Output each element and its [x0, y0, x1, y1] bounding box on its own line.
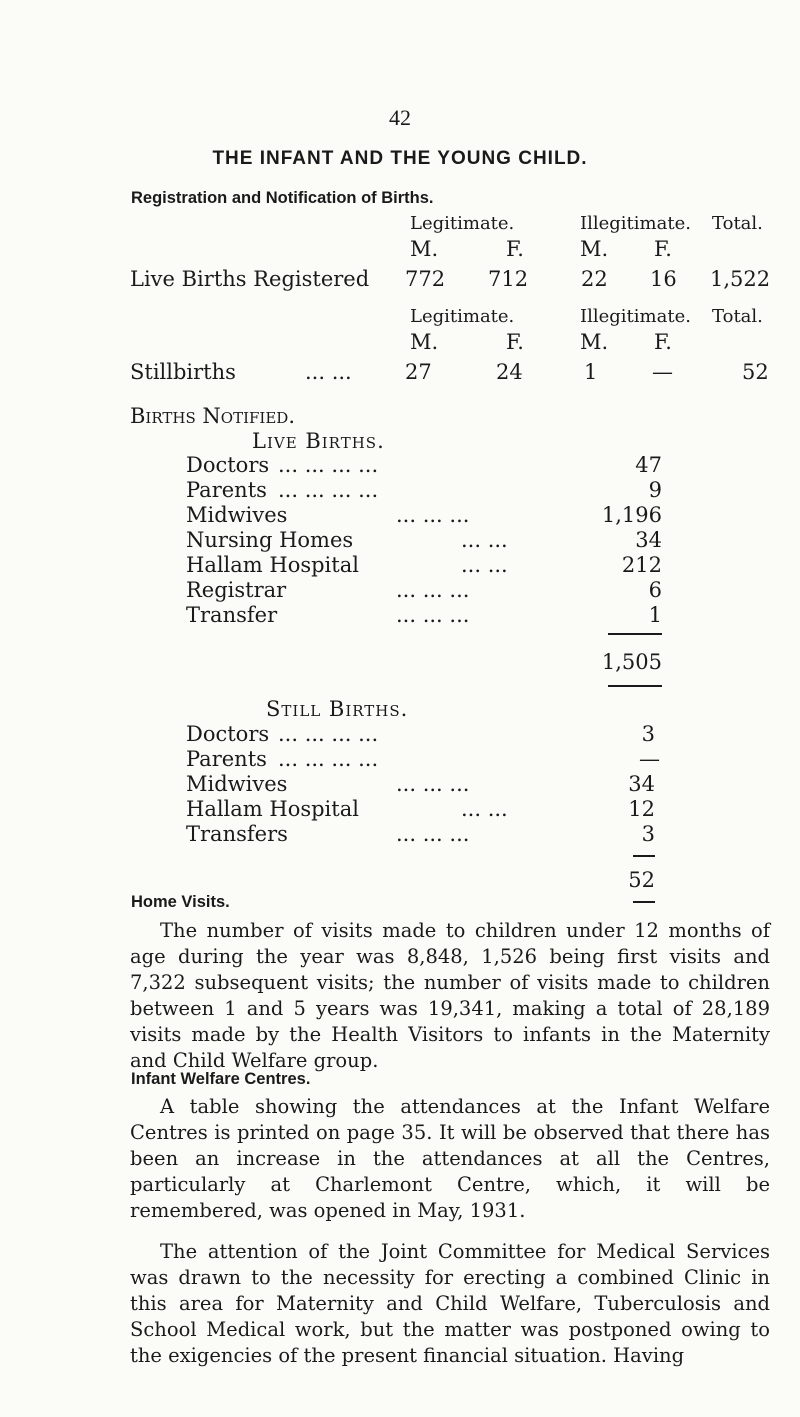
list-item-value: 212: [621, 553, 662, 577]
live-total: 1,522: [710, 267, 771, 291]
live-illegit-m: 22: [581, 267, 608, 291]
list-item-dots: ... ... ...: [396, 772, 470, 796]
list-item-value: 3: [641, 822, 655, 846]
list-item-label: Parents: [186, 478, 267, 502]
live-births-subheading: Live Births.: [252, 429, 385, 453]
live-legit-m: 772: [405, 267, 446, 291]
list-item-label: Hallam Hospital: [186, 553, 359, 577]
list-item-value: 34: [628, 772, 655, 796]
live-births-label: Live Births Registered: [130, 267, 370, 291]
list-item-label: Hallam Hospital: [186, 797, 359, 821]
list-item-value: 6: [648, 578, 662, 602]
still-illegit-f-header: F.: [654, 330, 672, 354]
list-item-value: 1: [648, 603, 662, 627]
list-item-dots: ... ... ...: [396, 578, 470, 602]
list-item-value: 47: [635, 453, 662, 477]
live-illegit-f: 16: [650, 267, 677, 291]
still-illegit-f: —: [652, 360, 673, 384]
live-legit-group: Legitimate.: [410, 213, 515, 234]
sum-rule: [608, 685, 662, 687]
sum-rule: [608, 633, 662, 635]
live-illegit-f-header: F.: [654, 237, 672, 261]
live-legit-f-header: F.: [506, 237, 524, 261]
infant-welfare-text-2: The attention of the Joint Committee for Medical Services was drawn to the necessity for erecting a combined Clinic in this area for Maternity and Child Welfare, Tuberculosis and School Medical work, but the matter was postponed owing to the exigencies of the present financial situation. Having: [130, 1240, 770, 1367]
still-legit-m-header: M.: [410, 330, 439, 354]
list-item-value: 1,196: [601, 503, 662, 527]
still-illegit-m-header: M.: [580, 330, 609, 354]
home-visits-heading: Home Visits.: [131, 893, 230, 911]
list-item-dots: ... ... ... ...: [278, 478, 379, 502]
stillbirths-dots: ... ...: [305, 360, 352, 384]
infant-welfare-paragraph-2: [130, 1239, 770, 1369]
list-item-value: 34: [635, 528, 662, 552]
still-total: 52: [742, 360, 769, 384]
live-legit-m-header: M.: [410, 237, 439, 261]
births-notified-heading: Births Notified.: [130, 404, 296, 428]
list-item-dots: ... ...: [461, 553, 508, 577]
still-legit-f-header: F.: [506, 330, 524, 354]
list-item-label: Doctors: [186, 722, 270, 746]
live-legit-f: 712: [488, 267, 529, 291]
stillbirths-label: Stillbirths: [130, 360, 236, 384]
still-legit-f: 24: [496, 360, 523, 384]
sum-rule: [633, 855, 655, 857]
list-item-dots: ... ... ... ...: [278, 453, 379, 477]
list-item-dots: ... ... ...: [396, 603, 470, 627]
list-item-dots: ... ... ... ...: [278, 747, 379, 771]
list-item-value: 9: [648, 478, 662, 502]
list-item-value: —: [639, 747, 660, 771]
list-item-label: Registrar: [186, 578, 287, 602]
registration-heading: Registration and Notification of Births.: [131, 189, 434, 207]
live-illegit-group: Illegitimate.: [580, 213, 691, 234]
list-item-value: 3: [641, 722, 655, 746]
list-item-dots: ... ...: [461, 528, 508, 552]
list-item-label: Transfer: [186, 603, 278, 627]
still-births-subheading: Still Births.: [266, 697, 409, 721]
infant-welfare-paragraph-1: [130, 1094, 770, 1224]
list-item-dots: ... ... ... ...: [278, 722, 379, 746]
list-item-dots: ... ... ...: [396, 503, 470, 527]
live-total-group: Total.: [712, 213, 763, 234]
list-item-dots: ... ... ...: [396, 822, 470, 846]
live-illegit-m-header: M.: [580, 237, 609, 261]
still-births-total: 52: [628, 868, 655, 892]
still-legit-group: Legitimate.: [410, 306, 515, 327]
page-title: THE INFANT AND THE YOUNG CHILD.: [212, 148, 588, 169]
still-illegit-m: 1: [584, 360, 598, 384]
list-item-label: Transfers: [186, 822, 288, 846]
list-item-label: Midwives: [186, 772, 288, 796]
list-item-dots: ... ...: [461, 797, 508, 821]
home-visits-text: The number of visits made to children under 12 months of age during the year was 8,848, 1,526 being first visits and 7,322 subsequent visits; the number of visits made to children between 1 and 5 years was 19,341, making a total of 28,189 visits made by the Health Visitors to infants in the Maternity and Child Welfare group.: [130, 919, 770, 1072]
list-item-label: Nursing Homes: [186, 528, 354, 552]
still-illegit-group: Illegitimate.: [580, 306, 691, 327]
home-visits-paragraph: [130, 918, 770, 1074]
list-item-value: 12: [628, 797, 655, 821]
still-total-group: Total.: [712, 306, 763, 327]
list-item-label: Midwives: [186, 503, 288, 527]
sum-rule: [633, 901, 655, 903]
still-legit-m: 27: [405, 360, 432, 384]
page-number: 42: [389, 105, 411, 130]
list-item-label: Parents: [186, 747, 267, 771]
infant-welfare-text-1: A table showing the attendances at the Infant Welfare Centres is printed on page 35. It will be observed that there has been an increase in the attendances at all the Centres, particularly at Charlemont Centre, which, it will be remembered, was opened in May, 1931.: [130, 1095, 770, 1222]
live-births-total: 1,505: [601, 650, 662, 674]
list-item-label: Doctors: [186, 453, 270, 477]
infant-welfare-heading: Infant Welfare Centres.: [131, 1070, 311, 1088]
